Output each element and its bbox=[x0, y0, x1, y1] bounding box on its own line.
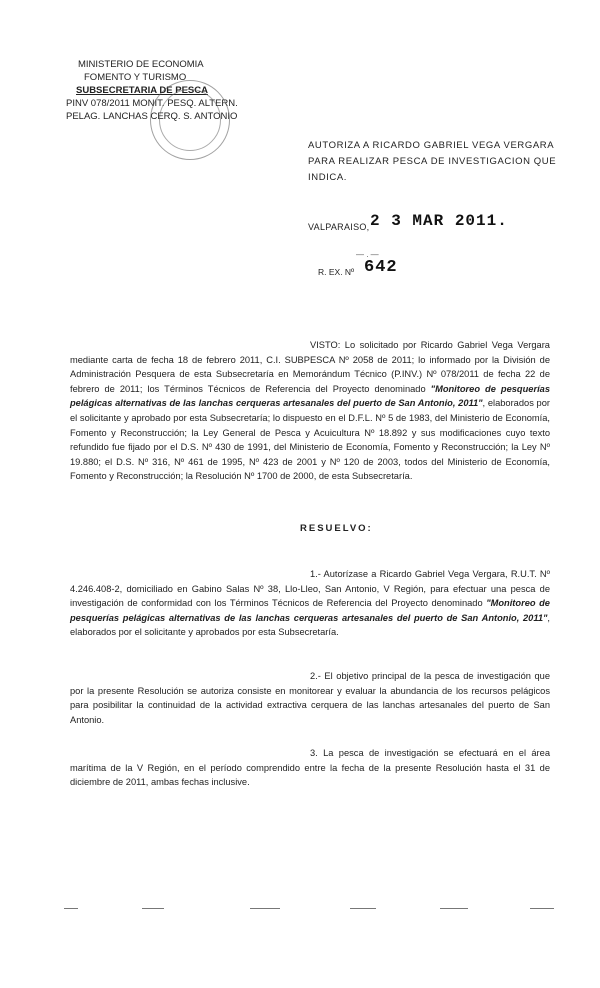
subsecretaria-line: SUBSECRETARIA DE PESCA bbox=[76, 85, 208, 96]
article-3: 3. La pesca de investigación se efectuará en el área marítima de la V Región, en el período comprendido entre la fecha de la presente Resolución hasta el 31 de diciembre de 2011, ambas fechas inclusive. bbox=[70, 748, 550, 788]
date-stamp: 2 3 MAR 2011. bbox=[370, 212, 508, 230]
resolution-number-label: R. EX. Nº bbox=[318, 267, 355, 277]
article-2: 2.- El objetivo principal de la pesca de investigación que por la presente Resolución se autoriza consiste en monitorear y evaluar la abundancia de los recursos pelágicos para posibilitar la continuidad de la actividad extractiva cerquera de las lanchas artesanales del puerto de San Antonio. bbox=[70, 671, 550, 725]
resuelvo-heading: RESUELVO: bbox=[300, 523, 373, 534]
article-1: 1.- Autorízase a Ricardo Gabriel Vega Vergara, R.U.T. Nº 4.246.408-2, domiciliado en Gabino Salas Nº 38, Llo-Lleo, San Antonio, V Región, para efectuar una pesca de investigación de conformidad con los Términos Técnicos de Referencia del Proyecto denominado "Monitoreo de pesquerías pelágicas alternativas de las lanchas cerqueras artesanales del puerto de San Antonio, 2011", elaborados por el solicitante y aprobados por esta Subsecretaría. bbox=[70, 569, 550, 638]
footer-marks bbox=[60, 908, 580, 918]
visto-paragraph: VISTO: Lo solicitado por Ricardo Gabriel Vega Vergara mediante carta de fecha 18 de febrero 2011, C.I. SUBPESCA Nº 2058 de 2011; lo informado por la División de Administración Pesquera de esta Subsecretaría en Memorándum Técnico (P.INV.) Nº 078/2011 de fecha 22 de febrero de 2011; los Términos Técnicos de Referencia del Proyecto denominado "Monitoreo de pesquerías pelágicas alternativas de las lanchas cerqueras artesanales del puerto de San Antonio, 2011", elaborados por el solicitante y aprobado por esta Subsecretaría; lo dispuesto en el D.F.L. Nº 5 de 1983, del Ministerio de Economía, Fomento y Reconstrucción; la Ley General de Pesca y Acuicultura Nº 18.892 y sus modificaciones cuyo texto refundido fue fijado por el D.S. Nº 430 de 1991, del Ministerio de Economía, Fomento y Reconstrucción; la Ley Nº 19.880; el D.S. Nº 316, Nº 461 de 1995, Nº 423 de 2001 y Nº 120 de 2003, todos del Ministerio de Economía, Fomento y Reconstrucción; la Resolución Nº 1700 de 2000, de esta Subsecretaría. bbox=[70, 340, 550, 482]
resolution-number: 642 bbox=[364, 258, 398, 277]
ministry-line: MINISTERIO DE ECONOMIA bbox=[78, 59, 204, 70]
resolution-subject: AUTORIZA A RICARDO GABRIEL VEGA VERGARA PARA REALIZAR PESCA DE INVESTIGACION QUE INDICA. bbox=[308, 140, 557, 183]
official-seal-stamp bbox=[150, 80, 230, 160]
project-title: "Monitoreo de pesquerías pelágicas alternativas de las lanchas cerqueras artesanales del puerto de San Antonio, 2011" bbox=[70, 383, 550, 409]
reference-line-2: PELAG. LANCHAS CERQ. S. ANTONIO bbox=[66, 111, 238, 122]
visto-lead: VISTO: bbox=[310, 340, 341, 350]
reference-line-1: PINV 078/2011 MONIT. PESQ. ALTERN. bbox=[66, 98, 238, 109]
place-date bbox=[308, 212, 568, 242]
place-label: VALPARAISO, bbox=[308, 222, 370, 232]
ministry-subline: FOMENTO Y TURISMO bbox=[84, 72, 187, 83]
project-title: "Monitoreo de pesquerías pelágicas alternativas de las lanchas cerqueras artesanales del puerto de San Antonio, 2011" bbox=[70, 598, 550, 623]
resolution-number-block: — . — R. EX. Nº 642 bbox=[318, 250, 398, 277]
